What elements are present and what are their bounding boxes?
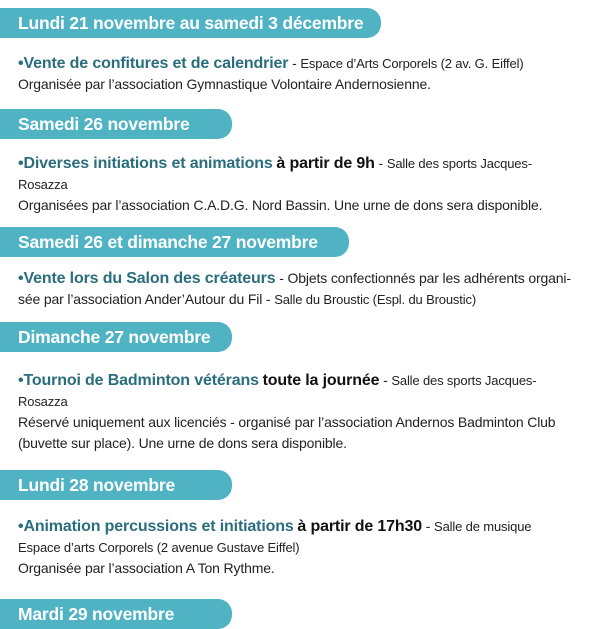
event-description-continued: sée par l’association Ander’Autour du Fil - xyxy=(18,291,271,307)
event-place-continued: Rosazza xyxy=(18,394,68,409)
day-header: Lundi 21 novembre au samedi 3 décembre xyxy=(0,8,381,38)
event-title: Tournoi de Badminton vétérans xyxy=(23,372,259,389)
event-item xyxy=(18,516,598,579)
bullet-icon: • xyxy=(18,55,24,72)
event-item xyxy=(18,53,598,95)
event-organizer: Organisée par l’association A Ton Rythme. xyxy=(18,560,275,576)
event-time: à partir de 9h xyxy=(276,155,375,172)
bullet-icon: • xyxy=(18,372,24,389)
event-place-continued: Espace d’arts Corporels (2 avenue Gustave Eiffel) xyxy=(18,540,300,555)
separator: - xyxy=(292,55,297,71)
event-time: toute la journée xyxy=(262,372,380,389)
separator: - xyxy=(425,518,431,534)
bullet-icon: • xyxy=(18,270,24,287)
event-title: Diverses initiations et animations xyxy=(23,155,273,172)
separator: - xyxy=(279,270,284,286)
event-place: Salle des sports Jacques- xyxy=(391,373,537,388)
event-title: Vente lors du Salon des créateurs xyxy=(23,270,276,287)
event-place-continued: Rosazza xyxy=(18,177,68,192)
bullet-icon: • xyxy=(18,518,24,535)
event-organizer: Réservé uniquement aux licenciés - organisé par l’association Andernos Badminton Club xyxy=(18,414,556,430)
event-place: Salle des sports Jacques- xyxy=(386,156,532,171)
event-item xyxy=(18,268,598,310)
day-header: Samedi 26 et dimanche 27 novembre xyxy=(0,227,349,257)
event-organizer-continued: (buvette sur place). Une urne de dons sera disponible. xyxy=(18,435,347,451)
event-organizer: Organisées par l’association C.A.D.G. Nord Bassin. Une urne de dons sera disponible. xyxy=(18,197,543,213)
event-item xyxy=(18,370,598,454)
event-organizer: Organisée par l’association Gymnastique Volontaire Andernosienne. xyxy=(18,76,431,92)
separator: - xyxy=(378,155,384,171)
bullet-icon: • xyxy=(18,155,24,172)
event-title: Vente de confitures et de calendrier xyxy=(23,55,289,72)
event-time: à partir de 17h30 xyxy=(297,518,423,535)
event-title: Animation percussions et initiations xyxy=(23,518,294,535)
day-header: Samedi 26 novembre xyxy=(0,109,232,139)
event-place: Espace d’Arts Corporels (2 av. G. Eiffel) xyxy=(300,56,524,71)
separator: - xyxy=(383,372,388,388)
event-place: Salle du Broustic (Espl. du Broustic) xyxy=(274,292,477,307)
day-header: Lundi 28 novembre xyxy=(0,470,232,500)
event-place: Salle de musique xyxy=(434,519,532,534)
event-item xyxy=(18,153,598,216)
day-header: Dimanche 27 novembre xyxy=(0,322,232,352)
event-description: Objets confectionnés par les adhérents organi- xyxy=(287,270,571,286)
day-header: Mardi 29 novembre xyxy=(0,599,232,629)
